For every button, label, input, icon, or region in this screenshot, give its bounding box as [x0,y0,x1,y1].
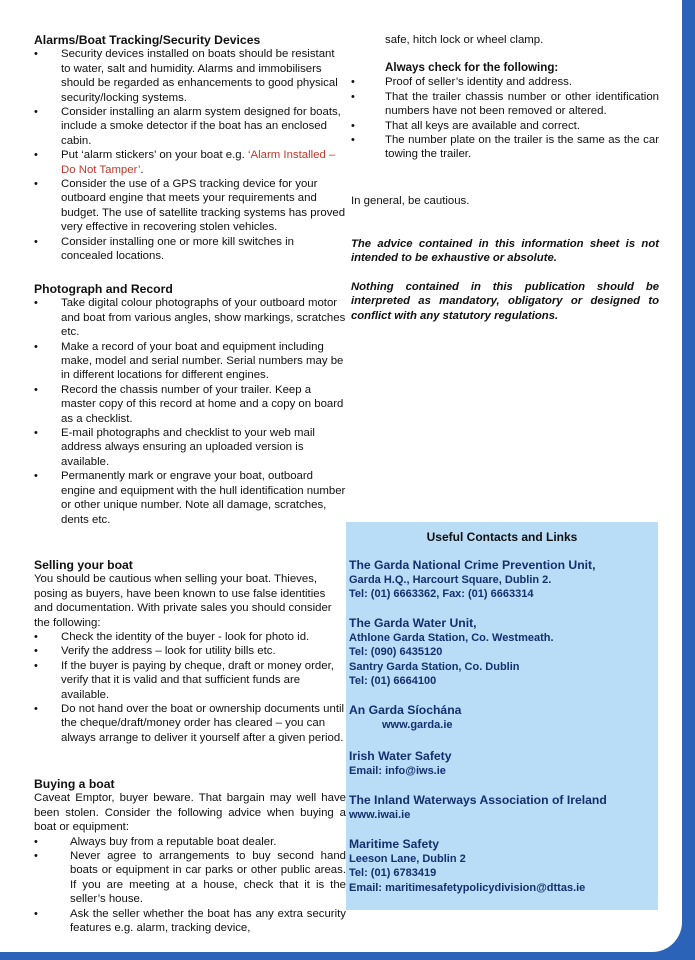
contact-address: Leeson Lane, Dublin 2 [349,853,466,865]
list-item: • Consider the use of a GPS tracking device for your outboard engine that meets your requirements and budget. The use of satellite tracking systems has proved very effective in recovering stolen vehicles. [34,177,346,235]
selling-section [34,558,346,745]
alarms-list [34,47,346,263]
contact-garda-water [349,616,654,689]
contact-name: An Garda Síochána [349,703,462,717]
contact-garda-siochana [349,703,654,732]
list-item: • Make a record of your boat and equipment including make, model and serial number. Serial numbers may be in different locations for different engines. [34,340,346,383]
contact-name: Maritime Safety [349,837,440,851]
list-item: • Check the identity of the buyer - look for photo id. [34,630,346,644]
contact-iws [349,749,654,778]
cautious-text: In general, be cautious. [351,195,470,207]
list-item: • Consider installing an alarm system designed for boats, include a smoke detector if the boat has an enclosed cabin. [34,105,346,148]
photo-heading: Photograph and Record [34,282,173,296]
check-list [351,75,659,161]
disclaimer-exhaustive: The advice contained in this information sheet is not intended to be exhaustive or absolute. [351,238,659,265]
contact-address: Santry Garda Station, Co. Dublin [349,660,520,673]
list-item [34,148,346,177]
contact-name: The Garda National Crime Prevention Unit, [349,558,596,572]
selling-intro: You should be cautious when selling your boat. Thieves, posing as buyers, have been known to use false identities and documentation. With private sales you should consider the following: [34,573,332,629]
list-item: • If the buyer is paying by cheque, draft or money order, verify that it is valid and that sufficient funds are available. [34,659,346,702]
contact-name: The Inland Waterways Association of Ireland [349,793,607,807]
contact-name: Irish Water Safety [349,749,452,763]
contact-maritime [349,837,654,895]
selling-heading: Selling your boat [34,558,133,572]
contact-phone: Tel: (01) 6663362, Fax: (01) 6663314 [349,588,534,601]
buying-intro: Caveat Emptor, buyer beware. That bargain may well have been stolen. Consider the following advice when buying a boat or equipment: [34,792,346,834]
contact-phone: Tel: (01) 6783419 [349,867,437,880]
photo-section [34,282,346,527]
contact-name: The Garda Water Unit, [349,616,477,630]
buying-section [34,777,346,935]
list-item: • Consider installing one or more kill switches in concealed locations. [34,235,346,264]
buying-heading: Buying a boat [34,777,115,791]
contact-address: Garda H.Q., Harcourt Square, Dublin 2. [349,574,552,586]
contact-phone: Tel: (090) 6435120 [349,646,443,659]
list-item: • That the trailer chassis number or other identification numbers have not been removed or altered. [351,90,659,119]
continued-text: safe, hitch lock or wheel clamp. [385,34,544,46]
maritime-email[interactable]: Email: maritimesafetypolicydivision@dttas.ie [349,881,586,894]
contacts-heading: Useful Contacts and Links [426,530,578,544]
alarms-section [34,33,346,264]
contact-phone: Tel: (01) 6664100 [349,675,437,688]
sticker-text: Put ‘alarm stickers’ on your boat e.g. [61,149,248,162]
list-item: • Record the chassis number of your trailer. Keep a master copy of this record at home and a copy on board as a checklist. [34,383,346,426]
check-section [351,61,659,162]
list-item: • Verify the address – look for utility bills etc. [34,644,346,658]
garda-link[interactable]: www.garda.ie [382,719,453,731]
list-item: • Do not hand over the boat or ownership documents until the cheque/draft/money order has cleared – you can always arrange to deliver it yourself after a given period. [34,702,346,745]
iws-email[interactable]: Email: info@iws.ie [349,765,446,777]
list-item: • Security devices installed on boats should be resistant to water, salt and humidity. Alarms and immobilisers should be regarded as enhancements to good physical security/locking systems. [34,47,346,105]
check-heading: Always check for the following: [385,61,559,74]
list-item: • The number plate on the trailer is the same as the car towing the trailer. [351,133,659,162]
contact-address: Athlone Garda Station, Co. Westmeath. [349,632,554,644]
list-item: • Proof of seller’s identity and address. [351,75,659,89]
iwai-link[interactable]: www.iwai.ie [349,809,411,821]
contact-iwai [349,793,654,822]
list-item: • E-mail photographs and checklist to your web mail address always ensuring an uploaded version is available. [34,426,346,469]
list-item: • Never agree to arrangements to buy second hand boats or equipment in car parks or other public areas. If you are meeting at a house, check that it is the seller’s house. [34,849,346,907]
photo-list [34,296,346,527]
list-item: • That all keys are available and correct. [351,119,659,133]
sticker-quote: ‘Alarm Installed – Do Not Tamper’ [61,149,336,176]
list-item: • Ask the seller whether the boat has any extra security features e.g. alarm, tracking device, [34,907,346,936]
contacts-box [346,522,658,910]
sticker-suffix: . [140,163,144,176]
right-column [351,33,659,322]
list-item: • Always buy from a reputable boat dealer. [34,835,346,849]
list-item: • Take digital colour photographs of your outboard motor and boat from various angles, show markings, scratches etc. [34,296,346,339]
disclaimer-statutory: Nothing contained in this publication should be interpreted as mandatory, obligatory or designed to conflict with any statutory regulations. [351,281,659,322]
alarms-heading: Alarms/Boat Tracking/Security Devices [34,33,261,47]
selling-list [34,630,346,745]
list-item: • Permanently mark or engrave your boat, outboard engine and equipment with the hull identification number or other unique number. Note all damage, scratches, dents etc. [34,469,346,527]
buying-list [34,835,346,936]
contact-garda-crime [349,558,654,602]
